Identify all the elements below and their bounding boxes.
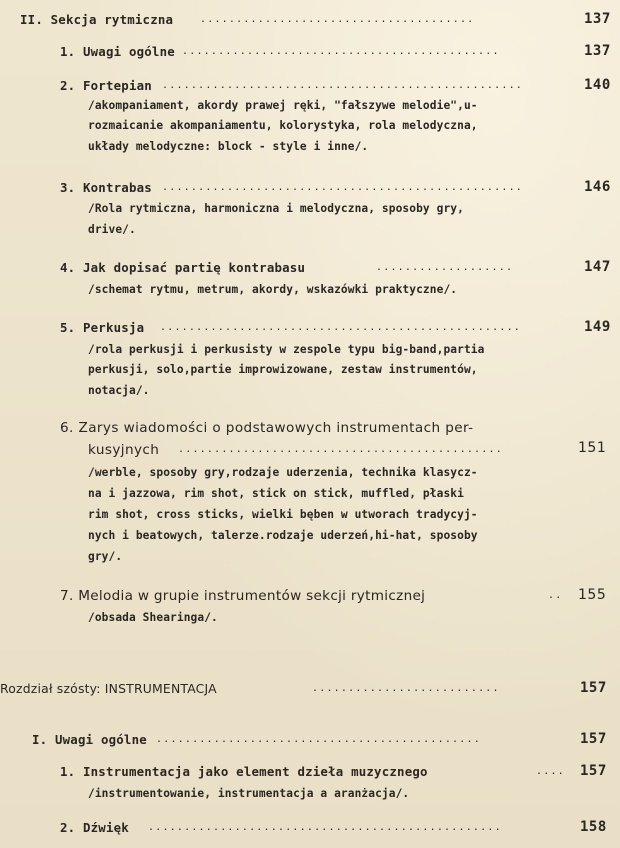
page-number: 149 <box>584 319 611 335</box>
entry-description: gry/. <box>88 550 123 563</box>
page-number: 157 <box>580 680 607 696</box>
page-number: 140 <box>584 77 611 93</box>
entry-description: /schemat rytmu, metrum, akordy, wskazówki praktyczne/. <box>88 283 458 296</box>
entry-title: I. Uwagi ogólne <box>32 732 147 747</box>
leader-dots: ................................................. <box>148 822 502 833</box>
entry-title: 6. Zarys wiadomości o podstawowych instrumentach per- <box>60 420 474 436</box>
entry-title: 3. Kontrabas <box>60 180 152 195</box>
entry-description: układy melodyczne: block - style i inne/. <box>88 140 369 153</box>
entry-description: /akompaniament, akordy prawej ręki, "fałszywe melodie",u- <box>88 99 478 112</box>
page-number: 146 <box>584 179 611 195</box>
entry-title: II. Sekcja rytmiczna <box>20 12 174 27</box>
entry-description: nych i beatowych, talerze.rodzaje uderzeń,hi-hat, sposoby <box>88 529 478 542</box>
entry-title: 1. Instrumentacja jako element dzieła muzycznego <box>60 764 428 779</box>
entry-title: 2. Dźwięk <box>60 820 129 835</box>
leader-dots: .... <box>536 766 565 777</box>
entry-title-continued: kusyjnych <box>88 442 160 458</box>
page-number: 158 <box>580 819 607 835</box>
entry-description: drive/. <box>88 223 136 236</box>
entry-description: /instrumentowanie, instrumentacja a aranżacja/. <box>88 787 410 800</box>
page-number: 157 <box>580 763 607 779</box>
entry-description: rozmaicanie akompaniamentu, kolorystyka, rola melodyczna, <box>88 119 478 132</box>
entry-title: 7. Melodia w grupie instrumentów sekcji rytmicznej <box>60 588 426 604</box>
page-number: 155 <box>578 587 607 603</box>
page-number: 157 <box>580 731 607 747</box>
entry-description: /obsada Shearinga/. <box>88 611 218 624</box>
page-number: 151 <box>578 440 607 456</box>
leader-dots: .................................................. <box>160 322 522 333</box>
entry-title: 1. Uwagi ogólne <box>60 44 175 59</box>
entry-description: na i jazzowa, rim shot, stick on stick, muffled, płaski <box>88 487 464 500</box>
page-number: 137 <box>584 43 611 59</box>
leader-dots: ............................................. <box>178 444 503 455</box>
page-number: 147 <box>584 259 611 275</box>
leader-dots: ................... <box>376 262 514 273</box>
entry-description: /rola perkusji i perkusisty w zespole typu big-band,partia <box>88 343 485 356</box>
leader-dots: .. <box>548 590 563 601</box>
chapter-title: Rozdział szósty: INSTRUMENTACJA <box>0 681 217 696</box>
entry-description: rim shot, cross sticks, wielki bęben w utworach tradycyj- <box>88 508 478 521</box>
leader-dots: .................................................. <box>162 80 524 91</box>
entry-description: /Rola rytmiczna, harmoniczna i melodyczna, sposoby gry, <box>88 202 464 215</box>
entry-description: notacja/. <box>88 384 150 397</box>
entry-description: perkusji, solo,partie improwizowane, zestaw instrumentów, <box>88 363 478 376</box>
page-number: 137 <box>584 11 611 27</box>
leader-dots: .......................... <box>312 683 500 694</box>
leader-dots: ............................................. <box>156 734 481 745</box>
leader-dots: .................................................. <box>162 182 524 193</box>
leader-dots: ............................................ <box>182 46 500 57</box>
entry-description: /werble, sposoby gry,rodzaje uderzenia, technika klasycz- <box>88 466 478 479</box>
entry-title: 4. Jak dopisać partię kontrabasu <box>60 260 306 275</box>
entry-title: 2. Fortepian <box>60 78 152 93</box>
entry-title: 5. Perkusja <box>60 320 145 335</box>
leader-dots: ...................................... <box>200 14 475 25</box>
